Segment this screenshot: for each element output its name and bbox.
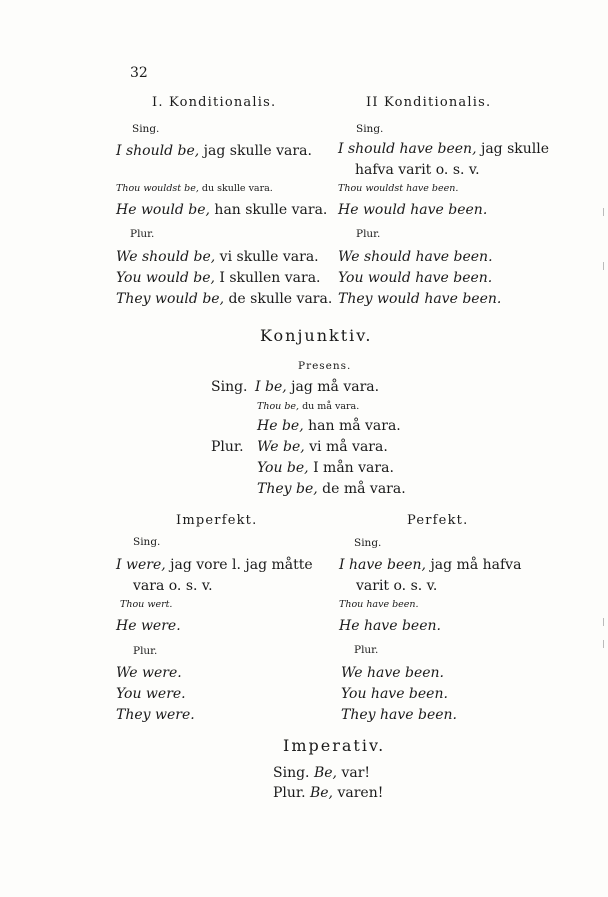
cond1-row6 — [116, 292, 332, 306]
cond2-row1-sv: jag skulle — [480, 141, 550, 157]
presens-sing-label: Sing. — [211, 379, 248, 395]
presens-row6 — [257, 482, 406, 496]
scan-mark — [603, 208, 604, 216]
presens-row4 — [257, 440, 388, 454]
perfekt-row6: They have been. — [341, 707, 458, 723]
perfekt-row3: He have been. — [339, 618, 441, 634]
scan-mark — [603, 640, 604, 648]
imperfekt-row1-sv: jag vore l. jag måtte — [170, 557, 313, 573]
cond2-row1-cont: hafva varit o. s. v. — [355, 162, 480, 178]
imperfekt-plur-label: Plur. — [133, 645, 158, 657]
imperfekt-row1-cont: vara o. s. v. — [133, 578, 213, 594]
cond1-sing-label: Sing. — [132, 123, 160, 135]
presens-plur-label: Plur. — [211, 439, 244, 455]
presens-row2-en: Thou be, — [257, 401, 300, 412]
page-number: 32 — [130, 65, 148, 81]
cond1-row4-en: We should be, — [116, 249, 216, 265]
perfekt-row2: Thou have been. — [339, 599, 419, 610]
perfekt-row4: We have been. — [341, 665, 444, 681]
cond2-row3: He would have been. — [338, 202, 488, 218]
cond2-row1 — [338, 142, 549, 156]
imperativ-plur-sv: varen! — [337, 785, 384, 801]
presens-row3 — [257, 419, 401, 433]
imperativ-sing-sv: var! — [341, 765, 371, 781]
imperfekt-row6: They were. — [116, 707, 195, 723]
cond1-row4-sv: vi skulle vara. — [219, 249, 319, 265]
imperativ-plur — [273, 786, 383, 800]
cond2-row2: Thou wouldst have been. — [338, 183, 459, 194]
imperativ-plur-label: Plur. — [273, 785, 306, 801]
cond1-row2-en: Thou wouldst be, — [116, 183, 199, 194]
perfekt-row5: You have been. — [341, 686, 448, 702]
cond2-row4: We should have been. — [338, 249, 493, 265]
presens-row2-sv: du må vara. — [302, 401, 360, 412]
perfekt-heading: Perfekt. — [407, 513, 469, 528]
presens-row4-en: We be, — [257, 439, 305, 455]
cond1-row5-en: You would be, — [116, 270, 215, 286]
imperativ-sing-label: Sing. — [273, 765, 310, 781]
imperfekt-row3: He were. — [116, 618, 181, 634]
cond1-row1-sv: jag skulle vara. — [203, 143, 312, 159]
perfekt-row1-en: I have been, — [339, 557, 426, 573]
imperativ-heading: Imperativ. — [283, 736, 386, 755]
perfekt-row1 — [339, 558, 521, 572]
cond1-row5-sv: I skullen vara. — [219, 270, 321, 286]
presens-row5 — [257, 461, 394, 475]
imperfekt-row4: We were. — [116, 665, 182, 681]
cond1-row6-en: They would be, — [116, 291, 225, 307]
cond1-row1 — [116, 144, 312, 158]
presens-row5-sv: I mån vara. — [313, 460, 394, 476]
cond2-row5: You would have been. — [338, 270, 493, 286]
presens-row3-sv: han må vara. — [308, 418, 401, 434]
presens-row6-sv: de må vara. — [322, 481, 406, 497]
presens-row4-sv: vi må vara. — [309, 439, 388, 455]
presens-heading: Presens. — [298, 360, 352, 372]
cond2-row1-en: I should have been, — [338, 141, 477, 157]
imperfekt-row1-en: I were, — [116, 557, 166, 573]
cond1-row2 — [116, 184, 273, 194]
imperativ-sing — [273, 766, 370, 780]
presens-row1 — [255, 380, 379, 394]
imperfekt-heading: Imperfekt. — [176, 513, 258, 528]
cond2-plur-label: Plur. — [356, 228, 381, 240]
cond1-row3-sv: han skulle vara. — [214, 202, 328, 218]
cond1-row4 — [116, 250, 319, 264]
perfekt-sing-label: Sing. — [354, 537, 382, 549]
presens-row1-sv: jag må vara. — [291, 379, 380, 395]
cond1-row6-sv: de skulle vara. — [228, 291, 333, 307]
imperativ-plur-en: Be, — [309, 785, 334, 801]
cond1-row2-sv: du skulle vara. — [201, 183, 273, 194]
presens-row2 — [257, 402, 359, 412]
imperativ-sing-en: Be, — [313, 765, 337, 781]
presens-row1-en: I be, — [255, 379, 287, 395]
presens-row3-en: He be, — [257, 418, 304, 434]
cond1-row1-en: I should be, — [116, 143, 200, 159]
cond2-sing-label: Sing. — [356, 123, 384, 135]
imperfekt-row1 — [116, 558, 313, 572]
cond1-row3 — [116, 203, 327, 217]
perfekt-row1-cont: varit o. s. v. — [356, 578, 438, 594]
cond2-row6: They would have been. — [338, 291, 502, 307]
cond1-row3-en: He would be, — [116, 202, 210, 218]
cond1-heading: I. Konditionalis. — [152, 95, 277, 110]
presens-row5-en: You be, — [257, 460, 309, 476]
imperfekt-sing-label: Sing. — [133, 536, 161, 548]
cond1-row5 — [116, 271, 321, 285]
scan-mark — [603, 618, 604, 626]
imperfekt-row5: You were. — [116, 686, 186, 702]
imperfekt-row2: Thou wert. — [120, 599, 173, 610]
perfekt-plur-label: Plur. — [354, 644, 379, 656]
perfekt-row1-sv: jag må hafva — [430, 557, 522, 573]
presens-row6-en: They be, — [257, 481, 318, 497]
cond2-heading: II Konditionalis. — [366, 95, 492, 110]
konjunktiv-heading: Konjunktiv. — [260, 326, 373, 345]
cond1-plur-label: Plur. — [130, 228, 155, 240]
scan-mark — [603, 262, 604, 270]
